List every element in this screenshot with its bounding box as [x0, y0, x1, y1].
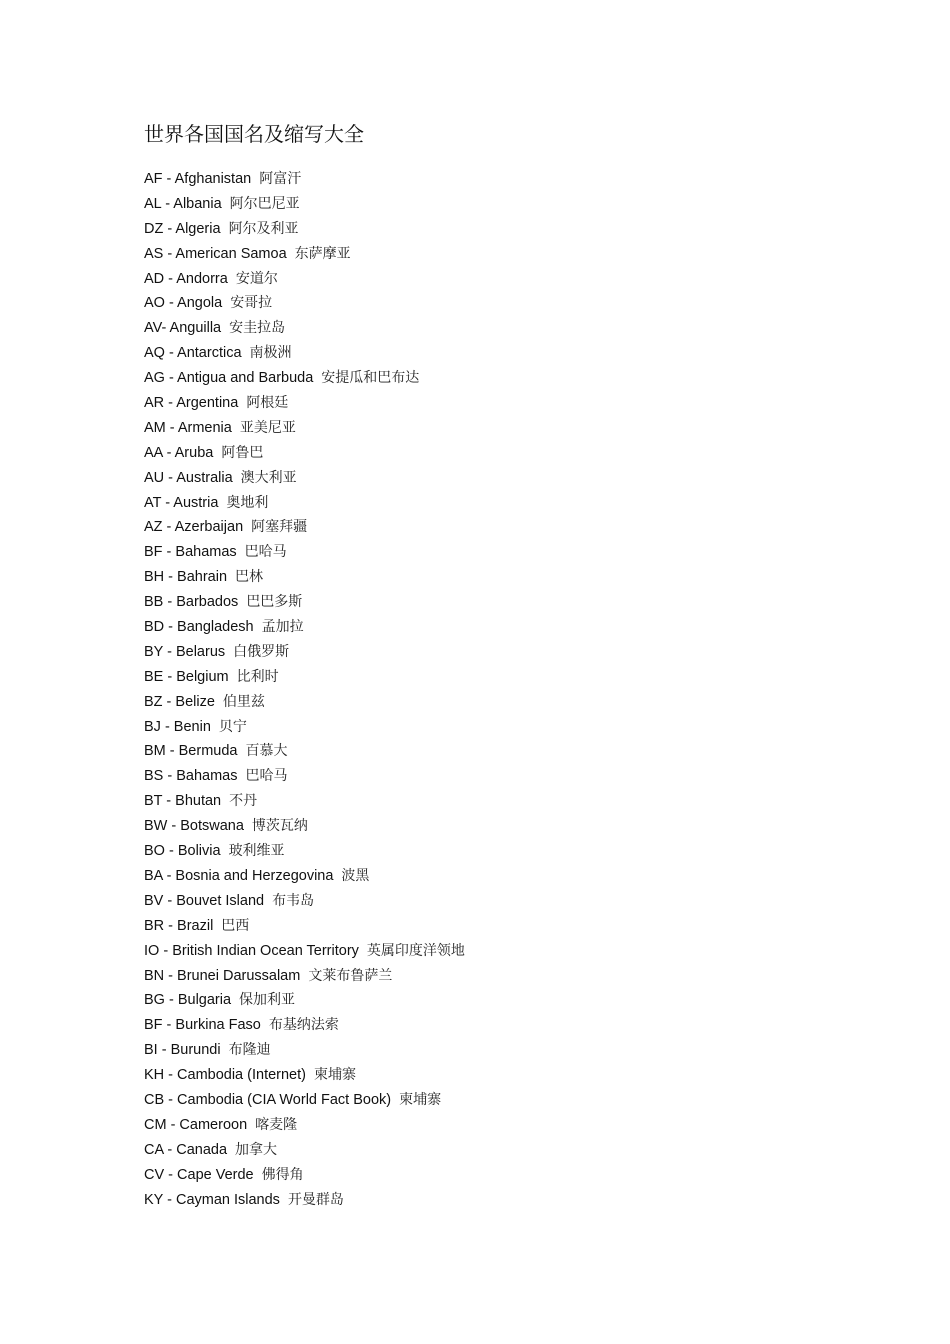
country-chinese-name: 开曼群岛: [287, 1191, 344, 1208]
country-code-name: CB - Cambodia (CIA World Fact Book): [144, 1091, 392, 1108]
country-code-name: AA - Aruba: [144, 444, 214, 461]
country-code-name: AM - Armenia: [144, 419, 232, 436]
country-chinese-name: 白俄罗斯: [233, 643, 290, 660]
country-row: [144, 217, 465, 242]
country-code-name: BV - Bouvet Island: [144, 892, 265, 909]
country-row: [144, 441, 465, 466]
country-chinese-name: 不丹: [229, 793, 258, 810]
country-chinese-name: 百慕大: [245, 743, 288, 760]
country-code-name: AO - Angola: [144, 295, 223, 312]
country-chinese-name: 贝宁: [218, 718, 247, 735]
country-chinese-name: 加拿大: [235, 1141, 278, 1158]
country-row: [144, 491, 465, 516]
country-chinese-name: 澳大利亚: [240, 469, 297, 486]
country-chinese-name: 波黑: [341, 867, 370, 884]
country-chinese-name: 保加利亚: [239, 992, 296, 1009]
country-row: [144, 416, 465, 441]
country-chinese-name: 巴巴多斯: [246, 594, 303, 611]
country-chinese-name: 玻利维亚: [228, 843, 285, 860]
country-code-name: BT - Bhutan: [144, 793, 222, 810]
country-row: [144, 764, 465, 789]
country-code-name: BJ - Benin: [144, 718, 211, 735]
country-row: [144, 988, 465, 1013]
country-chinese-name: 布基纳法索: [268, 1017, 339, 1034]
country-code-name: CA - Canada: [144, 1141, 228, 1158]
country-chinese-name: 柬埔寨: [313, 1067, 356, 1084]
country-code-name: BN - Brunei Darussalam: [144, 967, 301, 984]
country-code-name: BZ - Belize: [144, 693, 215, 710]
country-code-name: KY - Cayman Islands: [144, 1191, 280, 1208]
country-row: [144, 515, 465, 540]
country-code-name: AG - Antigua and Barbuda: [144, 370, 314, 387]
country-chinese-name: 文莱布鲁萨兰: [308, 967, 393, 984]
country-row: [144, 192, 465, 217]
country-chinese-name: 孟加拉: [261, 619, 304, 636]
country-row: [144, 715, 465, 740]
country-chinese-name: 南极洲: [249, 345, 292, 362]
country-code-name: BR - Brazil: [144, 917, 214, 934]
country-chinese-name: 巴哈马: [244, 544, 287, 561]
country-row: [144, 964, 465, 989]
country-chinese-name: 伯里兹: [222, 693, 265, 710]
country-code-name: AR - Argentina: [144, 395, 239, 412]
country-row: [144, 242, 465, 267]
country-chinese-name: 喀麦隆: [255, 1116, 298, 1133]
country-code-name: AQ - Antarctica: [144, 345, 242, 362]
country-row: [144, 565, 465, 590]
country-code-name: CM - Cameroon: [144, 1116, 248, 1133]
country-chinese-name: 布韦岛: [272, 892, 315, 909]
country-chinese-name: 东萨摩亚: [294, 245, 351, 262]
country-chinese-name: 安道尔: [235, 270, 278, 287]
country-chinese-name: 布隆迪: [228, 1042, 271, 1059]
country-chinese-name: 阿塞拜疆: [251, 519, 308, 536]
country-code-name: DZ - Algeria: [144, 220, 221, 237]
country-chinese-name: 阿鲁巴: [221, 444, 264, 461]
country-row: [144, 1138, 465, 1163]
country-chinese-name: 英属印度洋领地: [366, 942, 465, 959]
country-row: [144, 690, 465, 715]
country-row: [144, 665, 465, 690]
country-row: [144, 889, 465, 914]
country-row: [144, 466, 465, 491]
country-code-name: BE - Belgium: [144, 668, 229, 685]
country-row: [144, 590, 465, 615]
country-chinese-name: 安圭拉岛: [229, 320, 286, 337]
country-chinese-name: 安提瓜和巴布达: [321, 370, 420, 387]
country-code-name: BM - Bermuda: [144, 743, 238, 760]
country-row: [144, 167, 465, 192]
country-row: [144, 1088, 465, 1113]
country-code-name: CV - Cape Verde: [144, 1166, 254, 1183]
country-code-name: BY - Belarus: [144, 643, 226, 660]
country-row: [144, 316, 465, 341]
country-chinese-name: 柬埔寨: [399, 1091, 442, 1108]
country-code-name: AL - Albania: [144, 195, 222, 212]
country-code-name: AZ - Azerbaijan: [144, 519, 244, 536]
country-row: [144, 789, 465, 814]
country-code-name: BS - Bahamas: [144, 768, 238, 785]
country-row: [144, 814, 465, 839]
country-code-name: BH - Bahrain: [144, 569, 228, 586]
country-row: [144, 540, 465, 565]
country-code-name: AD - Andorra: [144, 270, 228, 287]
country-code-name: AT - Austria: [144, 494, 219, 511]
country-chinese-name: 阿尔及利亚: [228, 220, 299, 237]
country-chinese-name: 比利时: [236, 668, 279, 685]
country-chinese-name: 阿尔巴尼亚: [229, 195, 300, 212]
country-code-name: BW - Botswana: [144, 818, 244, 835]
country-row: [144, 341, 465, 366]
country-row: [144, 864, 465, 889]
country-row: [144, 939, 465, 964]
country-code-name: BA - Bosnia and Herzegovina: [144, 867, 334, 884]
country-list: [144, 167, 465, 1212]
country-row: [144, 1013, 465, 1038]
country-code-name: BF - Burkina Faso: [144, 1017, 261, 1034]
country-row: [144, 640, 465, 665]
country-row: [144, 1113, 465, 1138]
country-row: [144, 391, 465, 416]
country-code-name: BG - Bulgaria: [144, 992, 232, 1009]
country-code-name: AV- Anguilla: [144, 320, 222, 337]
country-chinese-name: 巴林: [235, 569, 264, 586]
country-row: [144, 267, 465, 292]
country-row: [144, 1038, 465, 1063]
country-chinese-name: 安哥拉: [230, 295, 273, 312]
country-row: [144, 839, 465, 864]
country-chinese-name: 阿富汗: [259, 171, 302, 187]
country-row: [144, 914, 465, 939]
country-code-name: AS - American Samoa: [144, 245, 287, 262]
country-row: [144, 739, 465, 764]
country-chinese-name: 阿根廷: [246, 395, 289, 412]
country-row: [144, 366, 465, 391]
country-code-name: KH - Cambodia (Internet): [144, 1067, 306, 1084]
country-row: [144, 1163, 465, 1188]
country-code-name: AU - Australia: [144, 469, 233, 486]
country-code-name: BD - Bangladesh: [144, 619, 254, 636]
country-code-name: AF - Afghanistan: [144, 171, 252, 187]
country-row: [144, 1063, 465, 1088]
country-code-name: BB - Barbados: [144, 594, 239, 611]
country-code-name: IO - British Indian Ocean Territory: [144, 942, 359, 959]
country-row: [144, 291, 465, 316]
country-code-name: BF - Bahamas: [144, 544, 237, 561]
page-title: 世界各国国名及缩写大全: [144, 122, 364, 146]
country-row: [144, 615, 465, 640]
country-chinese-name: 博茨瓦纳: [251, 818, 308, 835]
country-chinese-name: 佛得角: [261, 1166, 304, 1183]
country-code-name: BI - Burundi: [144, 1042, 221, 1059]
country-row: [144, 1188, 465, 1213]
country-code-name: BO - Bolivia: [144, 843, 221, 860]
country-chinese-name: 巴哈马: [245, 768, 288, 785]
country-chinese-name: 奥地利: [226, 494, 269, 511]
country-chinese-name: 亚美尼亚: [239, 419, 296, 436]
country-chinese-name: 巴西: [221, 917, 250, 934]
